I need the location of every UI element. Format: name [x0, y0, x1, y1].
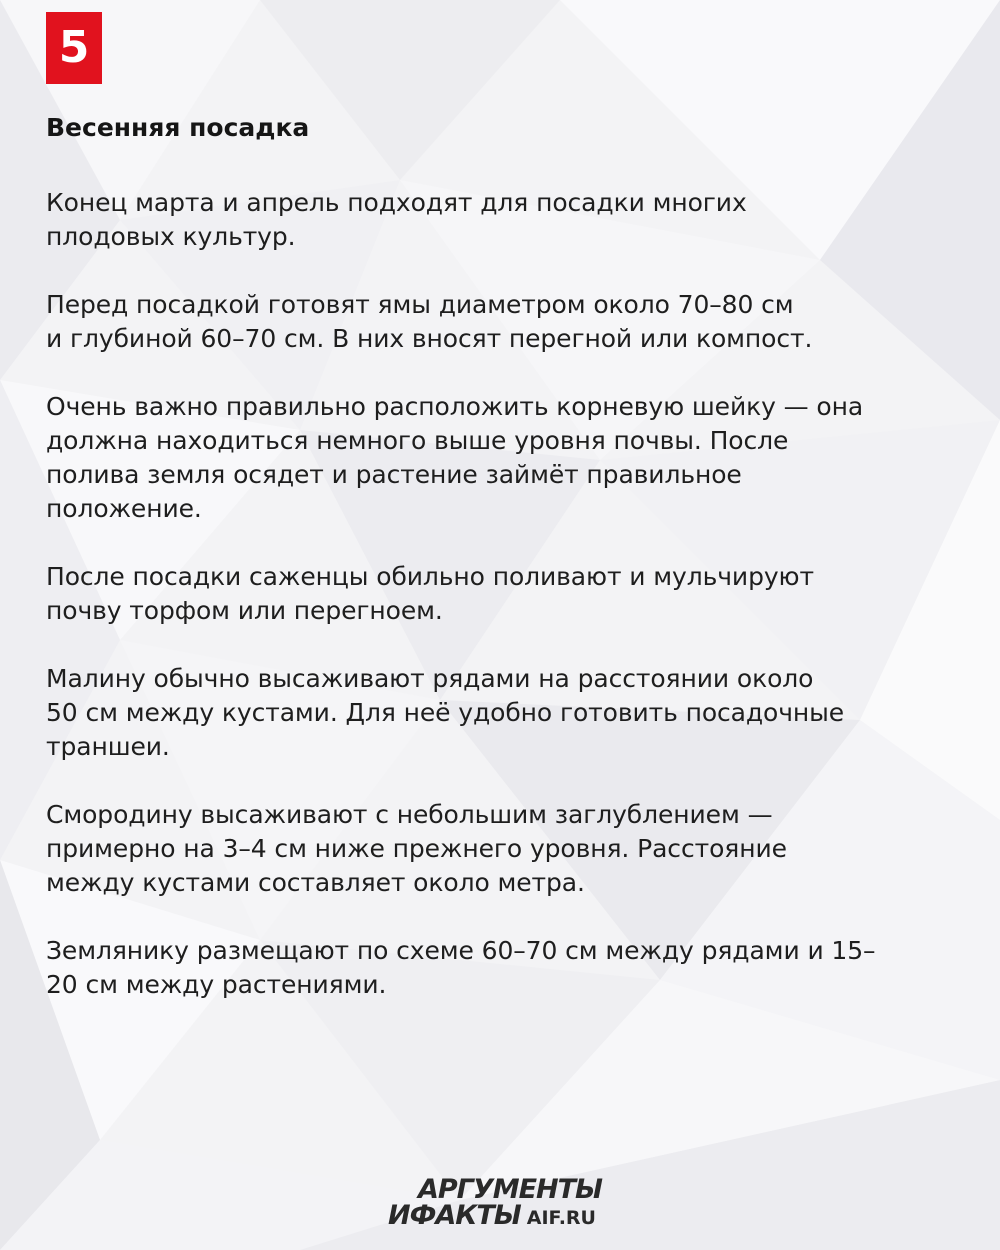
paragraph-line: Землянику размещают по схеме 60–70 см между рядами и 15– — [46, 936, 876, 965]
logo-text-line1: АРГУМЕНТЫ — [418, 1174, 603, 1205]
paragraph-line: После посадки саженцы обильно поливают и мульчируют — [46, 562, 814, 591]
paragraph — [46, 390, 966, 526]
paragraph-line: траншеи. — [46, 732, 170, 761]
paragraph-line: примерно на 3–4 см ниже прежнего уровня. Расстояние — [46, 834, 787, 863]
paragraph-line: Конец марта и апрель подходят для посадки многих — [46, 188, 747, 217]
paragraph-line: Перед посадкой готовят ямы диаметром около 70–80 см — [46, 290, 794, 319]
paragraph — [46, 186, 966, 254]
paragraph — [46, 662, 966, 764]
page-number-badge: 5 — [46, 12, 102, 84]
paragraph — [46, 798, 966, 900]
logo-text-line2: ИФАКТЫ — [388, 1200, 521, 1231]
paragraph — [46, 934, 966, 1002]
paragraph-line: положение. — [46, 494, 202, 523]
paragraph-line: Очень важно правильно расположить корневую шейку — она — [46, 392, 864, 421]
paragraph-line: 50 см между кустами. Для неё удобно готовить посадочные — [46, 698, 845, 727]
paragraph — [46, 288, 966, 356]
paragraph-line: Смородину высаживают с небольшим заглублением — — [46, 800, 773, 829]
logo-line2 — [388, 1202, 596, 1232]
paragraph-line: должна находиться немного выше уровня почвы. После — [46, 426, 789, 455]
paragraph-line: полива земля осядет и растение займёт правильное — [46, 460, 742, 489]
paragraph-line: плодовых культур. — [46, 222, 296, 251]
paragraph-line: Малину обычно высаживают рядами на расстоянии около — [46, 664, 814, 693]
article-title: Весенняя посадка — [46, 113, 310, 142]
paragraph — [46, 560, 966, 628]
aif-logo — [388, 1176, 638, 1232]
logo-site: AIF.RU — [526, 1207, 596, 1229]
article-content — [46, 108, 966, 1002]
paragraph-line: 20 см между растениями. — [46, 970, 387, 999]
paragraph-line: между кустами составляет около метра. — [46, 868, 585, 897]
paragraph-line: и глубиной 60–70 см. В них вносят перегной или компост. — [46, 324, 813, 353]
paragraph-line: почву торфом или перегноем. — [46, 596, 443, 625]
